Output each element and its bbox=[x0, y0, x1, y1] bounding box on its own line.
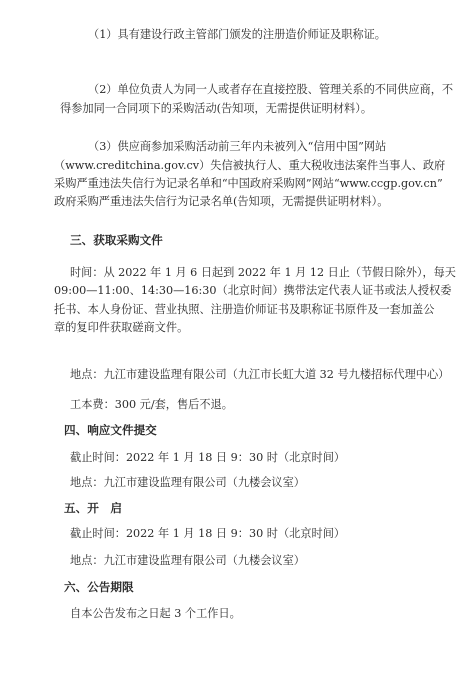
requirement-2-line-1: （2）单位负责人为同一人或者存在直接控股、管理关系的不同供应商，不 bbox=[88, 83, 454, 96]
requirement-3-line-3: 采购严重违法失信行为记录名单和“中国政府采购网”网站“www.ccgp.gov.cn” bbox=[54, 177, 443, 190]
requirement-3-line-2: （www.creditchina.gov.cv）失信被执行人、重大税收违法案件当事人、政府 bbox=[54, 159, 446, 172]
section-5-heading: 五、开 启 bbox=[64, 501, 122, 515]
opening-time: 截止时间：2022 年 1 月 18 日 9：30 时（北京时间） bbox=[70, 527, 346, 540]
announcement-period: 自本公告发布之日起 3 个工作日。 bbox=[70, 607, 241, 620]
opening-place: 地点：九江市建设监理有限公司（九楼会议室） bbox=[70, 554, 305, 567]
section-4-heading: 四、响应文件提交 bbox=[64, 423, 157, 437]
document-fee: 工本费：300 元/套，售后不退。 bbox=[70, 398, 233, 411]
requirement-3-line-1: （3）供应商参加采购活动前三年内未被列入“信用中国”网站 bbox=[88, 140, 387, 153]
pickup-address: 地点：九江市建设监理有限公司（九江市长虹大道 32 号九楼招标代理中心） bbox=[70, 368, 450, 381]
time-line-2: 09:00—11:00、14:30—16:30（北京时间）携带法定代表人证书或法人授权委 bbox=[54, 284, 452, 297]
time-line-4: 章的复印件获取磋商文件。 bbox=[54, 321, 189, 334]
section-6-heading: 六、公告期限 bbox=[64, 580, 134, 594]
submission-deadline: 截止时间：2022 年 1 月 18 日 9：30 时（北京时间） bbox=[70, 451, 346, 464]
submission-place: 地点：九江市建设监理有限公司（九楼会议室） bbox=[70, 476, 305, 489]
section-3-heading: 三、获取采购文件 bbox=[70, 233, 163, 247]
requirement-1: （1）具有建设行政主管部门颁发的注册造价师证及职称证。 bbox=[88, 28, 386, 41]
time-line-3: 托书、本人身份证、营业执照、注册造价师证书及职称证书原件及一套加盖公 bbox=[54, 303, 435, 316]
requirement-2-line-2: 得参加同一合同项下的采购活动(告知项，无需提供证明材料）。 bbox=[60, 102, 373, 115]
requirement-3-line-4: 政府采购严重违法失信行为记录名单(告知项，无需提供证明材料）。 bbox=[54, 195, 389, 208]
time-line-1: 时间：从 2022 年 1 月 6 日起到 2022 年 1 月 12 日止（节假日除外），每天 bbox=[70, 266, 456, 279]
